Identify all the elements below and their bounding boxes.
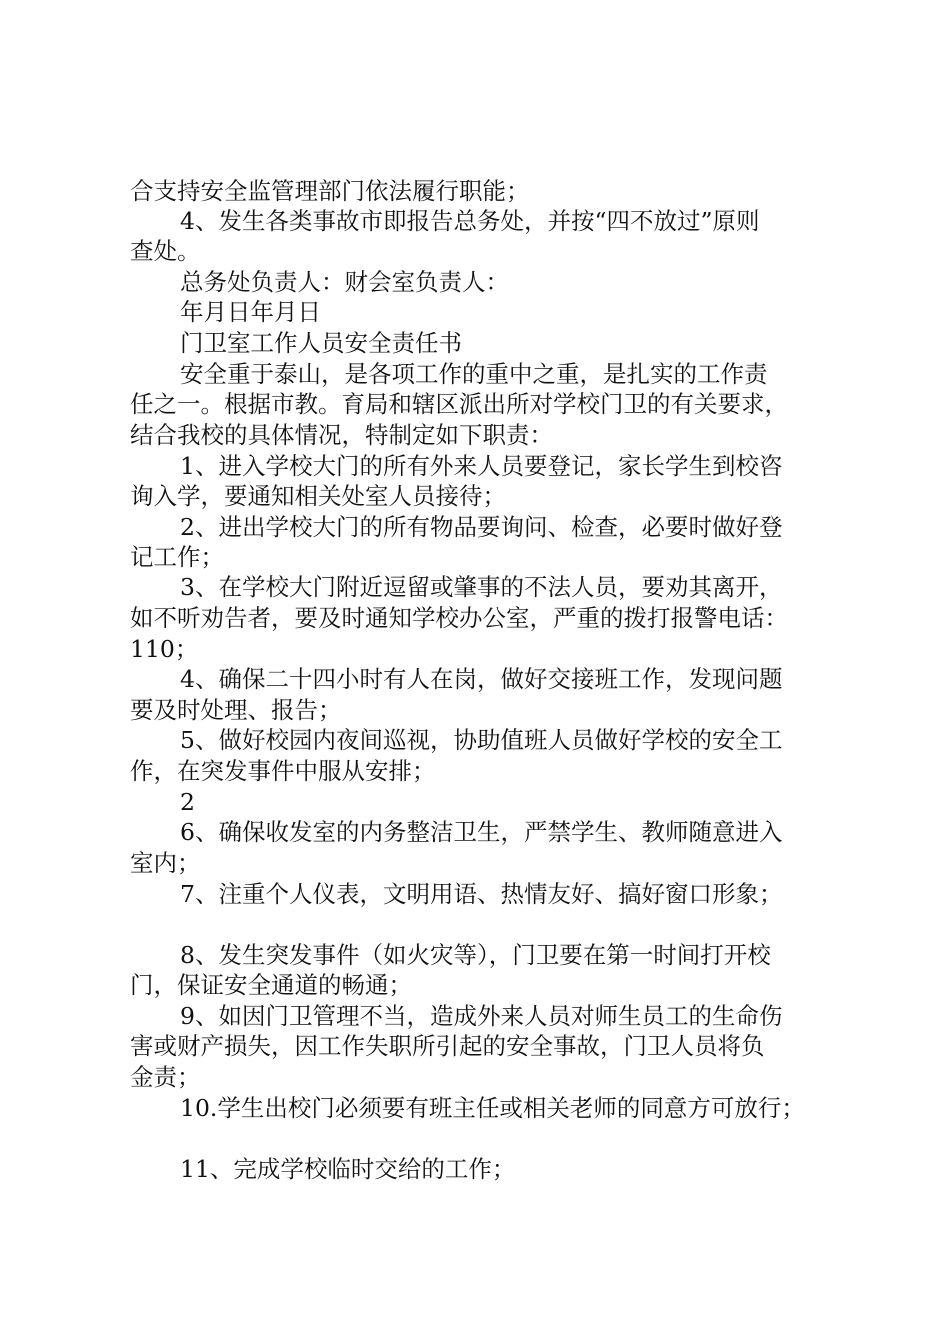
text-line: 安全重于泰山，是各项工作的重中之重，是扎实的工作责 <box>180 360 768 388</box>
text-line: 10.学生出校门必须要有班主任或相关老师的同意方可放行； <box>180 1094 805 1122</box>
text-line: 结合我校的具体情况，特制定如下职责： <box>130 421 553 449</box>
section-title: 门卫室工作人员安全责任书 <box>180 329 462 357</box>
signature-line: 总务处负责人：财会室负责人： <box>180 268 509 296</box>
text-line: 询入学，要通知相关处室人员接待； <box>130 482 506 510</box>
text-line: 9、如因门卫管理不当，造成外来人员对师生员工的生命伤 <box>180 1002 783 1030</box>
text-line: 合支持安全监管理部门依法履行职能； <box>130 177 530 205</box>
text-line: 7、注重个人仪表，文明用语、热情友好、搞好窗口形象； <box>180 880 783 908</box>
text-line: 1、进入学校大门的所有外来人员要登记，家长学生到校咨 <box>180 452 783 480</box>
text-line: 门，保证安全通道的畅通； <box>130 971 412 999</box>
text-line: 6、确保收发室的内务整洁卫生，严禁学生、教师随意进入 <box>180 818 783 846</box>
text-line: 要及时处理、报告； <box>130 696 342 724</box>
text-line: 2、进出学校大门的所有物品要询问、检查，必要时做好登 <box>180 513 783 541</box>
text-line: 11、完成学校临时交给的工作； <box>180 1155 516 1183</box>
page-number: 2 <box>180 788 195 816</box>
text-line: 查处。 <box>130 237 201 265</box>
text-line: 记工作； <box>130 543 224 571</box>
text-line: 4、确保二十四小时有人在岗，做好交接班工作，发现问题 <box>180 665 783 693</box>
text-line: 8、发生突发事件（如火灾等），门卫要在第一时间打开校 <box>180 941 771 969</box>
text-line: 5、做好校园内夜间巡视，协助值班人员做好学校的安全工 <box>180 726 783 754</box>
text-line: 3、在学校大门附近逗留或肇事的不法人员，要劝其离开， <box>180 573 783 601</box>
text-line: 金责； <box>130 1063 201 1091</box>
text-line: 害或财产损失，因工作失职所引起的安全事故，门卫人员将负 <box>130 1032 765 1060</box>
text-line: 110； <box>130 635 199 663</box>
text-line: 室内； <box>130 849 201 877</box>
text-line: 如不听劝告者，要及时通知学校办公室，严重的拨打报警电话： <box>130 604 788 632</box>
text-line: 作，在突发事件中服从安排； <box>130 757 436 785</box>
text-line: 任之一。根据市教。育局和辖区派出所对学校门卫的有关要求， <box>130 390 788 418</box>
date-line: 年月日年月日 <box>180 298 321 326</box>
text-line: 4、发生各类事故市即报告总务处，并按“四不放过”原则 <box>180 207 760 235</box>
